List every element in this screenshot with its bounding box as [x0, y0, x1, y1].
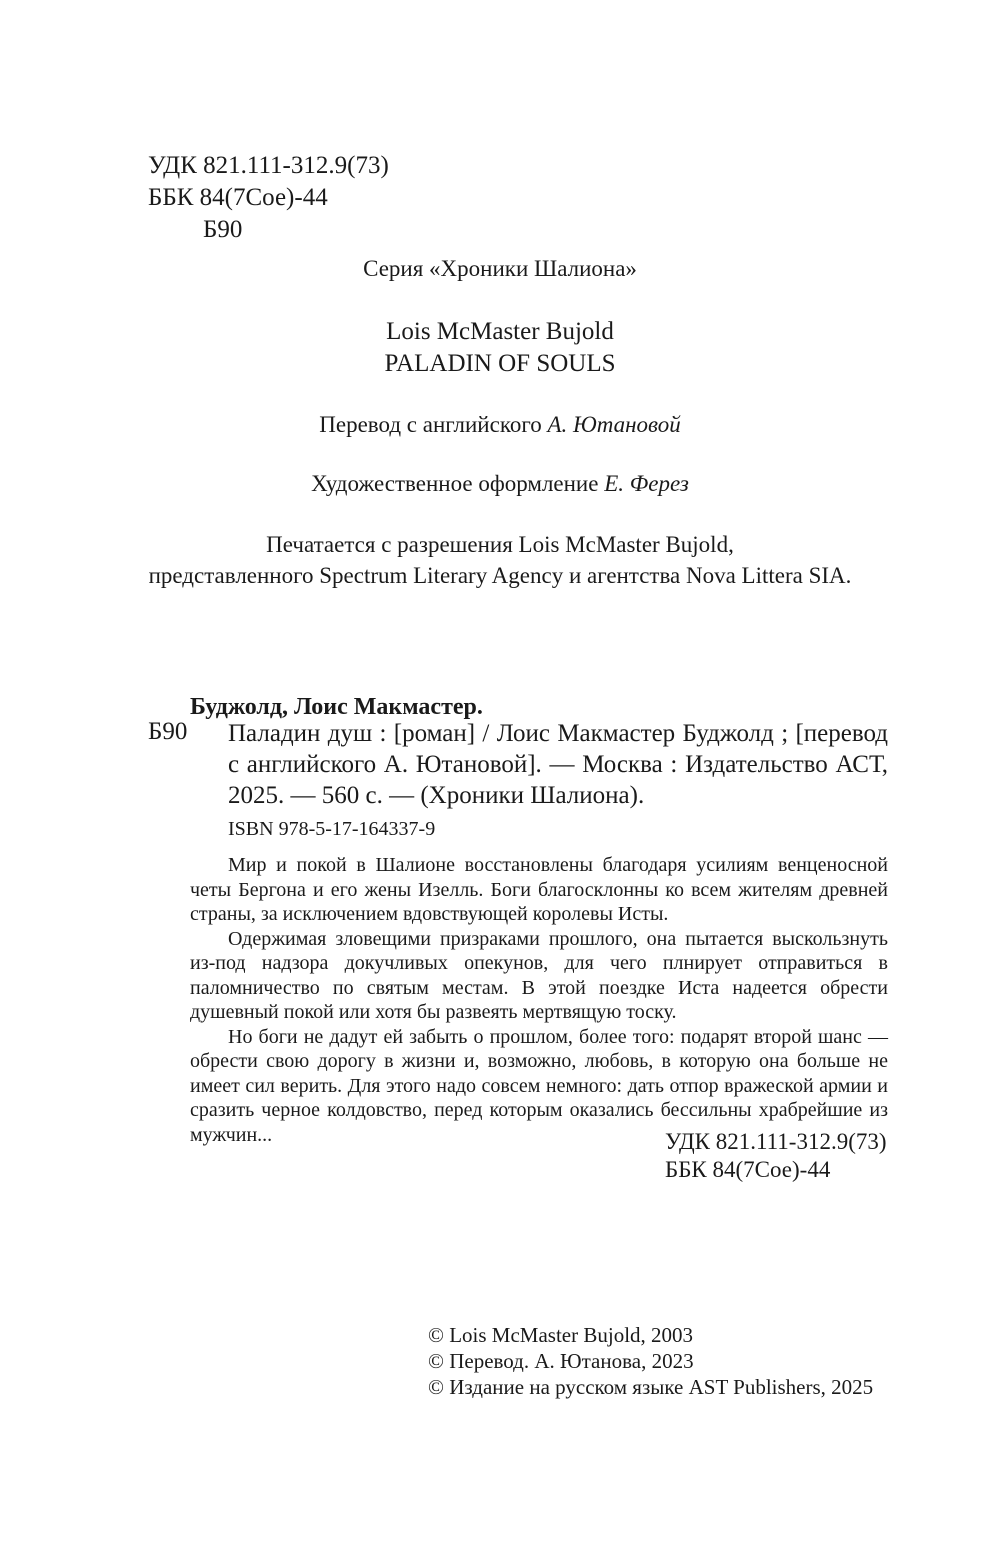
copyright-line: © Lois McMaster Bujold, 2003 [428, 1323, 694, 1347]
permission-notice [0, 529, 1000, 591]
annotation-paragraph: Одержимая зловещими призраками прошлого, она пытается выскользнуть из-под надзора докучливых опекунов, для чего плнирует отправиться в паломничество по святым местам. В этой поездке Иста надеется обрести душевный покой или хотя бы развеять мертвящую тоску. [190, 927, 888, 1023]
annotation [190, 853, 888, 1147]
art-credit [0, 471, 1000, 497]
footer-udk: УДК 821.111-312.9(73) [665, 1129, 887, 1154]
author-sign: Б90 [203, 216, 243, 243]
original-edition [0, 316, 1000, 380]
copyright-line: © Издание на русском языке AST Publishers, 2025 [428, 1375, 874, 1399]
copyright-block [428, 1322, 873, 1400]
bibliographic-description: Паладин душ : [роман] / Лоис Макмастер Буджолд ; [перевод с английского А. Ютановой]. — Москва : Издательство АСТ, 2025. — 560 с. — (Хроники Шалиона). [228, 720, 888, 809]
artist-name: Е. Ферез [604, 471, 689, 496]
isbn: ISBN 978-5-17-164337-9 [228, 818, 436, 840]
copyright-line: © Перевод. А. Ютанова, 2023 [428, 1349, 694, 1373]
annotation-paragraph: Но боги не дадут ей забыть о прошлом, более того: подарят второй шанс — обрести свою дорогу в жизни и, возможно, любовь, в которую она больше не имеет сил верить. Для этого надо совсем немного: дать отпор вражеской армии и сразить черное колдовство, перед которым оказались бессильны храбрейшие из мужчин... [190, 1025, 888, 1146]
art-label: Художественное оформление [311, 471, 599, 496]
permission-line-1: Печатается с разрешения Lois McMaster Bujold, [266, 532, 734, 557]
original-author: Lois McMaster Bujold [386, 318, 614, 345]
translator-name: А. Ютановой [547, 412, 681, 437]
original-title: PALADIN OF SOULS [384, 350, 616, 377]
bbk-code: ББК 84(7Сое)-44 [148, 184, 328, 211]
bibliographic-code: Б90 [148, 718, 188, 745]
permission-line-2: представленного Spectrum Literary Agency и агентства Nova Littera SIA. [148, 563, 852, 588]
footer-bbk: ББК 84(7Сое)-44 [665, 1157, 831, 1182]
classification-header [148, 150, 389, 246]
translation-label: Перевод с английского [319, 412, 542, 437]
translation-credit [0, 412, 1000, 438]
annotation-paragraph: Мир и покой в Шалионе восстановлены благодаря усилиям венценосной четы Бергона и его жены Изелль. Боги благосклонны ко всем жителям древней страны, за исключением вдовствующей королевы Исты. [190, 854, 888, 925]
udk-code: УДК 821.111-312.9(73) [148, 152, 389, 179]
bibliographic-author: Буджолд, Лоис Макмастер. [190, 694, 483, 720]
footer-classification [665, 1128, 887, 1184]
series-line: Серия «Хроники Шалиона» [363, 256, 637, 281]
